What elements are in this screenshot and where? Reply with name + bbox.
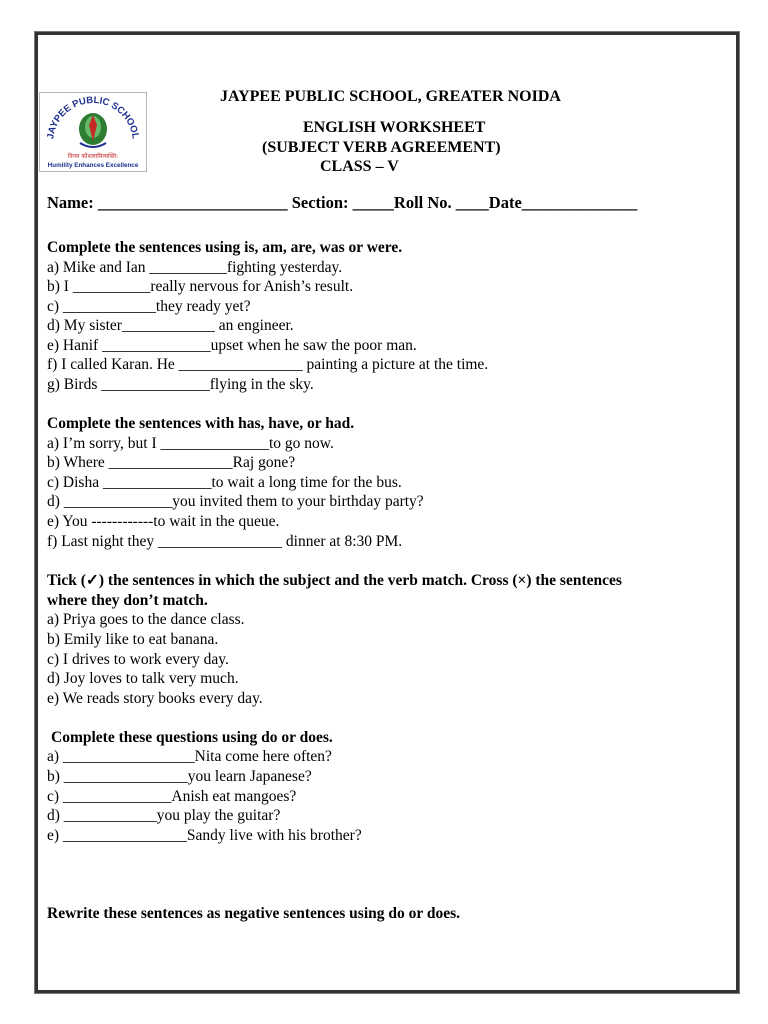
list-item: d) My sister____________ an engineer. [47,317,294,334]
list-item: e) You ------------to wait in the queue. [47,513,280,530]
logo-motto: Humility Enhances Excellence [47,162,139,169]
school-logo [39,92,147,172]
list-item: e) We reads story books every day. [47,690,263,707]
school-name: JAYPEE PUBLIC SCHOOL, GREATER NOIDA [220,88,561,105]
list-item: c) ______________Anish eat mangoes? [47,788,297,805]
list-item: c) I drives to work every day. [47,651,229,668]
list-item: f) Last night they ________________ dinner at 8:30 PM. [47,533,403,550]
worksheet-title: ENGLISH WORKSHEET [303,119,486,136]
emblem-icon [79,113,107,147]
logo-arc-text: JAYPEE PUBLIC SCHOOL [45,94,141,140]
list-item: a) _________________Nita come here often? [47,748,332,765]
section-2-heading: Complete the sentences with has, have, or had. [47,415,355,432]
student-info-line: Name: _______________________ Section: _____Roll No. ____Date______________ [47,193,638,212]
list-item: c) ____________they ready yet? [47,298,251,315]
list-item: e) ________________Sandy live with his brother? [47,827,362,844]
list-item: g) Birds ______________flying in the sky. [47,376,314,393]
list-item: b) ________________you learn Japanese? [47,768,312,785]
logo-hindi-motto: विनय कौशलामिव्यक्ति: [67,153,119,160]
class-label: CLASS – V [320,158,399,175]
section-4-heading: Complete these questions using do or does. [51,729,333,746]
list-item: b) Where ________________Raj gone? [47,454,296,471]
list-item: d) Joy loves to talk very much. [47,670,239,687]
list-item: b) I __________really nervous for Anish’s result. [47,278,354,295]
list-item: b) Emily like to eat banana. [47,631,219,648]
list-item: e) Hanif ______________upset when he saw the poor man. [47,337,417,354]
section-5-heading: Rewrite these sentences as negative sentences using do or does. [47,905,460,922]
list-item: a) I’m sorry, but I ______________to go now. [47,435,334,452]
list-item: a) Mike and Ian __________fighting yesterday. [47,259,343,276]
list-item: d) ______________you invited them to your birthday party? [47,493,424,510]
section-1-heading: Complete the sentences using is, am, are, was or were. [47,239,403,256]
worksheet-topic: (SUBJECT VERB AGREEMENT) [262,139,501,156]
list-item: a) Priya goes to the dance class. [47,611,245,628]
list-item: c) Disha ______________to wait a long time for the bus. [47,474,402,491]
section-3-heading: Tick (✓) the sentences in which the subject and the verb match. Cross (×) the sentences [47,572,622,589]
section-3-heading-cont: where they don’t match. [47,592,208,609]
list-item: f) I called Karan. He ________________ painting a picture at the time. [47,356,489,373]
list-item: d) ____________you play the guitar? [47,807,281,824]
